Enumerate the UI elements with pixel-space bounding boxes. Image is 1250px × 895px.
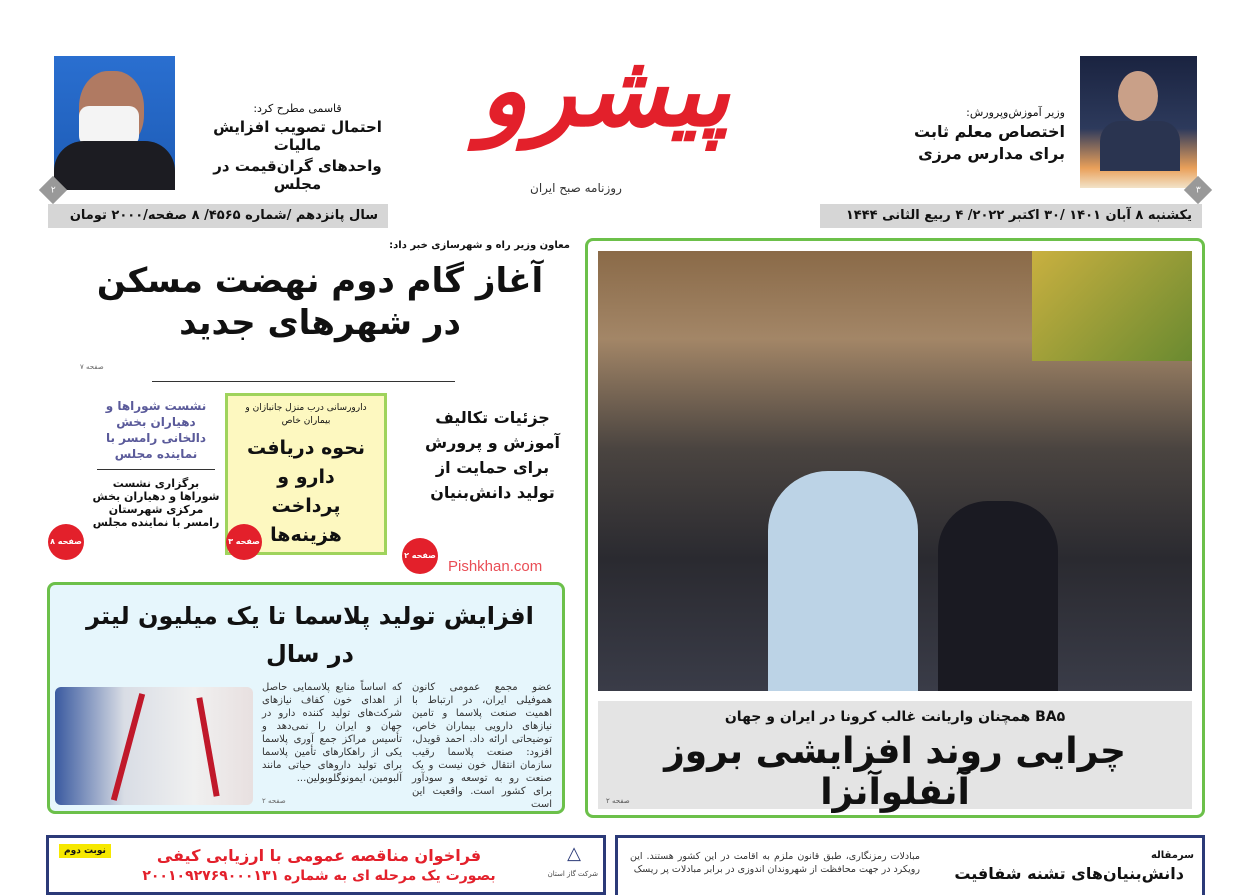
gas-company-logo: △ [567,843,581,864]
date-bar: یکشنبه ۸ آبان ۱۴۰۱ /۳۰ اکتبر ۲۰۲۲/ ۴ ربیع الثانی ۱۴۴۴ [820,204,1202,228]
medicine-story[interactable]: دارورسانی درب منزل جانبازان و بیماران خاص نحوه دریافت دارو و پرداخت هزینه‌ها [225,393,387,555]
masthead-logo: پیشرو روزنامه صبح ایران [479,31,730,195]
plasma-photo [55,687,253,805]
watermark: Pishkhan.com [448,558,543,575]
tender-ad[interactable]: نوبت دوم فراخوان مناقصه عمومی با ارزیابی کیفی بصورت یک مرحله ای به شماره ۲۰۰۱۰۹۲۷۶۹۰۰۰۱۳۱ △ شرکت گاز استان [46,835,606,895]
page-badge[interactable]: صفحه ۸ [48,524,84,560]
crowd-photo [598,251,1192,691]
minister-photo [1080,56,1197,188]
flu-story[interactable]: BA۵ همچنان واریانت غالب کرونا در ایران و جهان چرایی روند افزایشی بروز آنفلوآنزا صفحه ۲ [585,238,1205,818]
page-ref: صفحه ۷ [80,363,104,371]
page-marker: ۳ [1184,176,1212,204]
issue-bar: سال پانزدهم /شماره ۴۵۶۵/ ۸ صفحه/۲۰۰۰ تومان [48,204,388,228]
page-badge[interactable]: صفحه ۲ [402,538,438,574]
divider [152,381,455,382]
plasma-story[interactable]: افزایش تولید پلاسما تا یک میلیون لیتر در سال عضو مجمع عمومی کانون هموفیلی ایران، در ارتباط با اهمیت صنعت پلاسما و تامین نیازهای دارویی بیماران خاص، توضیحاتی ارائه داد. احمد قویدل، افزود: صنعت پلاسما رقیب سازمان انتقال خون نیست و یک صنعت رو به توسعه و سودآور برای کشور است. واقعیت این است که اساساً منابع پلاسمایی حاصل از اهدای خون کفاف نیازهای شرکت‌های تولید کننده دارو در جهان و ایران را نمی‌دهد و تأسیس مراکز جمع آوری پلاسما یکی از راهکارهای تأمین پلاسما برای تولید داروهای حیاتی مانند آلبومین، ایمونوگلوبولین... صفحه ۲ [47,582,565,814]
ad-badge: نوبت دوم [59,844,111,858]
education-story[interactable]: جزئیات تکالیف آموزش و پرورش برای حمایت از تولید دانش‌بنیان [425,408,560,502]
housing-story[interactable]: معاون وزیر راه و شهرسازی خبر داد: آغاز گام دوم نهضت مسکن در شهرهای جدید [96,240,570,343]
top-left-story[interactable]: قاسمی مطرح کرد: احتمال تصویب افزایش مالیات واحدهای گران‌قیمت در مجلس [213,102,382,193]
top-right-story[interactable]: وزیر آموزش‌وپرورش: اختصاص معلم ثابت برای مدارس مرزی [914,106,1065,163]
tagline: روزنامه صبح ایران [530,181,622,195]
editorial[interactable]: سرمقاله دانش‌بنیان‌های تشنه شفافیت مبادلات رمزنگاری، طبق قانون ملزم به اقامت در این کشور هستند. این رویکرد در جهت محافظت از شهروندان اندوزی در برابر مبادلات پر ریسک [615,835,1205,895]
page-badge[interactable]: صفحه ۳ [226,524,262,560]
councils-story[interactable]: نشست شوراها و دهیاران بخش دالخانی رامسر با نماینده مجلس برگزاری نشست شوراها و دهیاران بخش مرکزی شهرستان رامسر با نماینده مجلس [92,399,220,529]
page-marker: ۲ [39,176,67,204]
qasemi-photo [54,56,175,190]
